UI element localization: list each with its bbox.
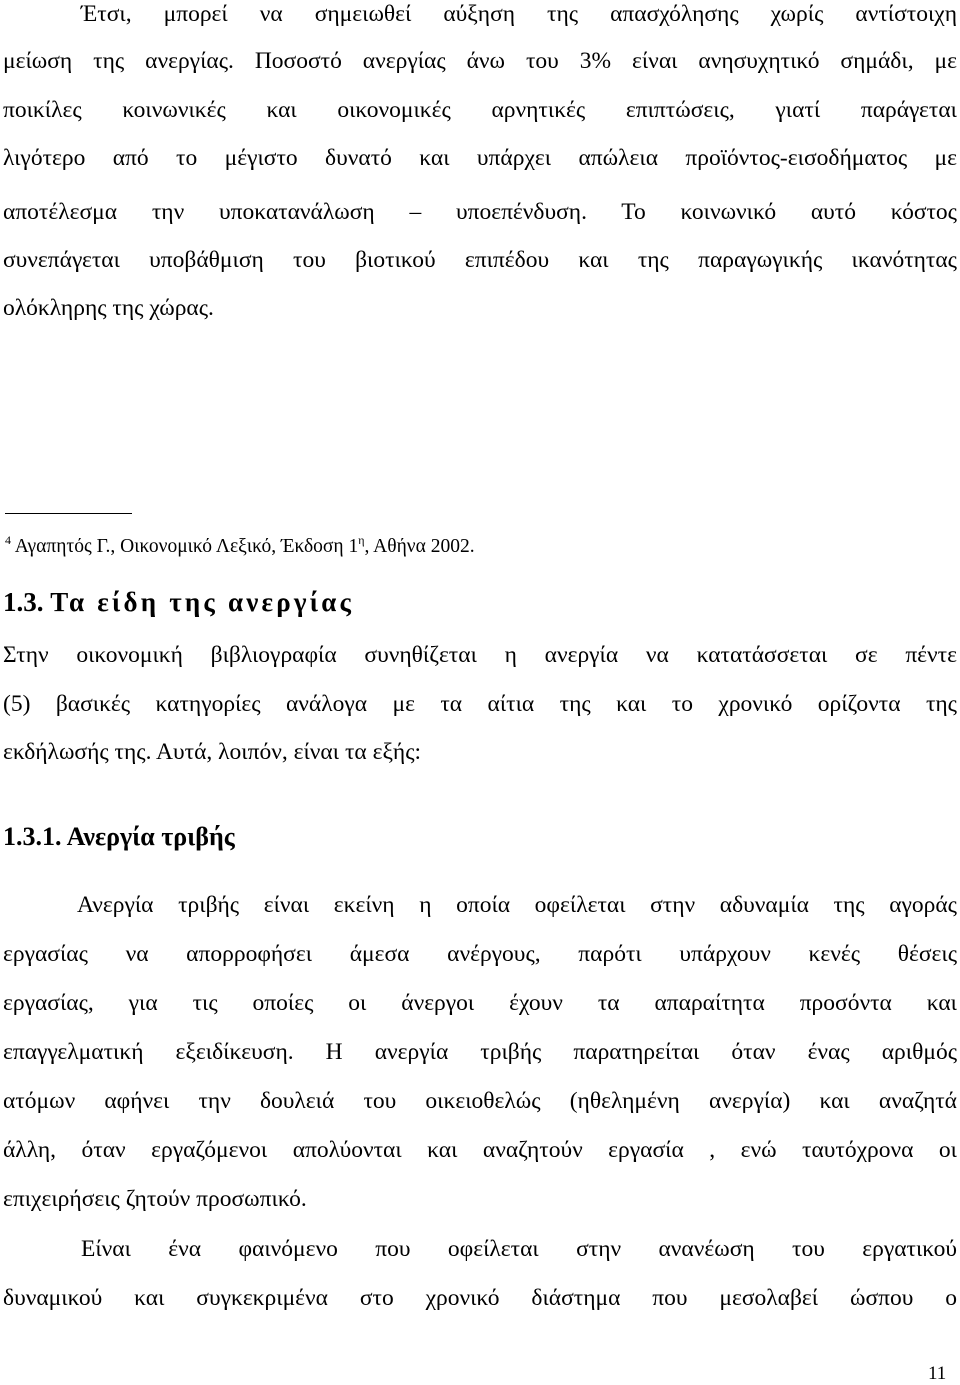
section-heading (3, 586, 354, 618)
text-line: επαγγελματική εξειδίκευση. Η ανεργία τριβής παρατηρείται όταν ένας αριθμός (3, 1039, 957, 1065)
text-line: εργασίας να απορροφήσει άμεσα ανέργους, παρότι υπάρχουν κενές θέσεις (3, 941, 957, 967)
footnote-text-end: , Αθήνα 2002. (364, 536, 475, 557)
text-line: ατόμων αφήνει την δουλειά του οικειοθελώς (ηθελημένη ανεργία) και αναζητά (3, 1088, 957, 1114)
footnote (5, 532, 475, 559)
text-line: (5) βασικές κατηγορίες ανάλογα με τα αίτια της και το χρονικό ορίζοντα της (3, 691, 957, 717)
footnote-separator (5, 513, 132, 514)
text-line: δυναμικού και συγκεκριμένα στο χρονικό διάστημα που μεσολαβεί ώσπου ο (3, 1285, 957, 1311)
text-line: λιγότερο από το μέγιστο δυνατό και υπάρχει απώλεια προϊόντος-εισοδήματος με (3, 145, 957, 171)
text-line: μείωση της ανεργίας. Ποσοστό ανεργίας άνω του 3% είναι ανησυχητικό σημάδι, με (3, 48, 957, 74)
text-line: Ανεργία τριβής είναι εκείνη η οποία οφείλεται στην αδυναμία της αγοράς (77, 892, 957, 918)
text-line: επιχειρήσεις ζητούν προσωπικό. (3, 1186, 307, 1212)
text-line: άλλη, όταν εργαζόμενοι απολύονται και αναζητούν εργασία , ενώ ταυτόχρονα οι (3, 1137, 957, 1163)
text-line: ολόκληρης της χώρας. (3, 295, 214, 321)
subsection-heading: 1.3.1. Ανεργία τριβής (3, 822, 235, 851)
page-number: 11 (928, 1363, 947, 1384)
footnote-text: Αγαπητός Γ., Οικονομικό Λεξικό, Έκδοση 1 (11, 536, 359, 557)
section-number: 1.3. (3, 587, 44, 617)
text-line: Στην οικονομική βιβλιογραφία συνηθίζεται η ανεργία να κατατάσσεται σε πέντε (3, 642, 957, 668)
text-line: εκδήλωσής της. Αυτά, λοιπόν, είναι τα εξής: (3, 739, 422, 765)
text-line: ποικίλες κοινωνικές και οικονομικές αρνητικές επιπτώσεις, γιατί παράγεται (3, 97, 957, 123)
section-title: Τα είδη της ανεργίας (50, 587, 355, 617)
text-line: Έτσι, μπορεί να σημειωθεί αύξηση της απασχόλησης χωρίς αντίστοιχη (81, 1, 957, 27)
footnote-marker: 4 (5, 532, 11, 547)
text-line: συνεπάγεται υποβάθμιση του βιοτικού επιπέδου και της παραγωγικής ικανότητας (3, 247, 957, 273)
text-line: Είναι ένα φαινόμενο που οφείλεται στην ανανέωση του εργατικού (81, 1236, 957, 1262)
text-line: εργασίας, για τις οποίες οι άνεργοι έχουν τα απαραίτητα προσόντα και (3, 990, 957, 1016)
footnote-superscript: η (358, 532, 365, 547)
text-line: αποτέλεσμα την υποκατανάλωση – υποεπένδυση. Το κοινωνικό αυτό κόστος (3, 199, 957, 225)
